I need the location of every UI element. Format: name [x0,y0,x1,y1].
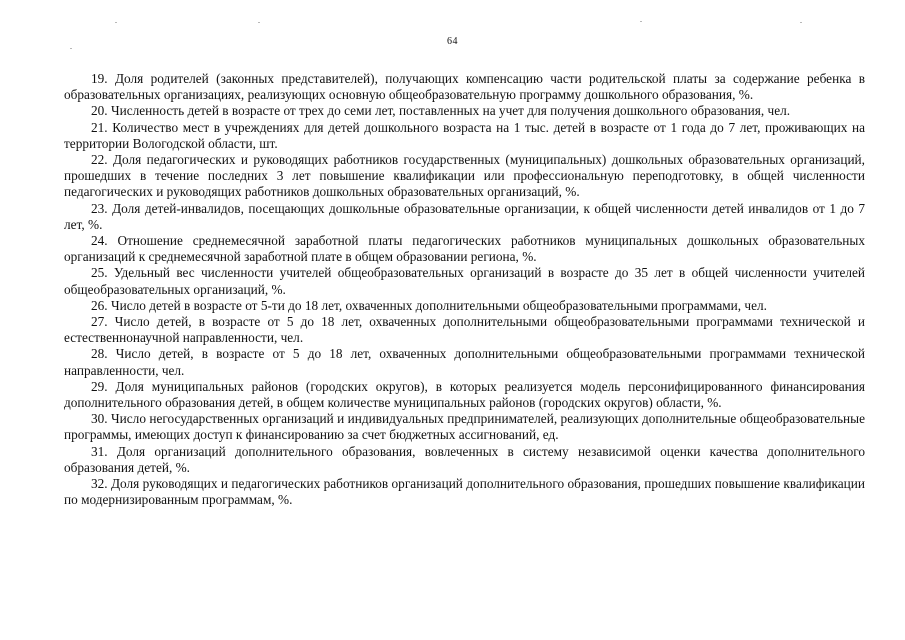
paragraph-27: 27. Число детей, в возрасте от 5 до 18 лет, охваченных дополнительными общеобразовательными программами технической и естественнонаучной направленности, чел. [64,314,865,346]
scan-speck [640,21,642,22]
paragraph-30: 30. Число негосударственных организаций и индивидуальных предпринимателей, реализующих дополнительные общеобразовательные программы, имеющих доступ к финансированию за счет бюджетных ассигнований, ед. [64,411,865,443]
page-number: 64 [447,36,458,47]
paragraph-31: 31. Доля организаций дополнительного образования, вовлеченных в систему независимой оценки качества дополнительного образования детей, %. [64,443,865,475]
paragraph-29: 29. Доля муниципальных районов (городских округов), в которых реализуется модель персонифицированного финансирования дополнительного образования детей, в общем количестве муниципальных районов (городских округов) области, %. [64,378,865,411]
paragraph-20: 20. Численность детей в возрасте от трех до семи лет, поставленных на учет для получения дошкольного образования, чел. [91,103,791,119]
scan-speck [258,22,260,23]
paragraph-23: 23. Доля детей-инвалидов, посещающих дошкольные образовательные организации, к общей численности детей инвалидов от 1 до 7 лет, %. [64,200,865,232]
paragraph-21: 21. Количество мест в учреждениях для детей дошкольного возраста на 1 тыс. детей в возрасте от 1 года до 7 лет, проживающих на территории Вологодской области, шт. [64,119,865,151]
paragraph-32: 32. Доля руководящих и педагогических работников организаций дополнительного образования, прошедших повышение квалификации по модернизированным программам, %. [64,476,865,508]
paragraph-22: 22. Доля педагогических и руководящих работников государственных (муниципальных) дошкольных образовательных организаций, прошедших в течение последних 3 лет повышение квалификации или профессиональную переподготовку, в общей численности педагогических и руководящих работников дошкольных образовательных организаций, %. [64,152,865,200]
paragraph-19: 19. Доля родителей (законных представителей), получающих компенсацию части родительской платы за содержание ребенка в образовательных организациях, реализующих основную общеобразовательную программу дошкольного образования, %. [64,71,865,103]
scan-speck [800,22,802,23]
paragraph-25: 25. Удельный вес численности учителей общеобразовательных организаций в возрасте до 35 лет в общей численности учителей общеобразовательных организаций, %. [64,265,865,297]
paragraph-24: 24. Отношение среднемесячной заработной платы педагогических работников муниципальных дошкольных образовательных организаций к среднемесячной заработной плате в общем образовании региона, %. [64,233,865,265]
paragraph-28: 28. Число детей, в возрасте от 5 до 18 лет, охваченных дополнительными общеобразовательными программами технической направленности, чел. [64,346,865,378]
document-body [64,71,865,508]
scan-speck [115,22,117,23]
scan-speck [70,48,72,49]
paragraph-26: 26. Число детей в возрасте от 5-ти до 18 лет, охваченных дополнительными общеобразовательными программами, чел. [91,297,767,313]
